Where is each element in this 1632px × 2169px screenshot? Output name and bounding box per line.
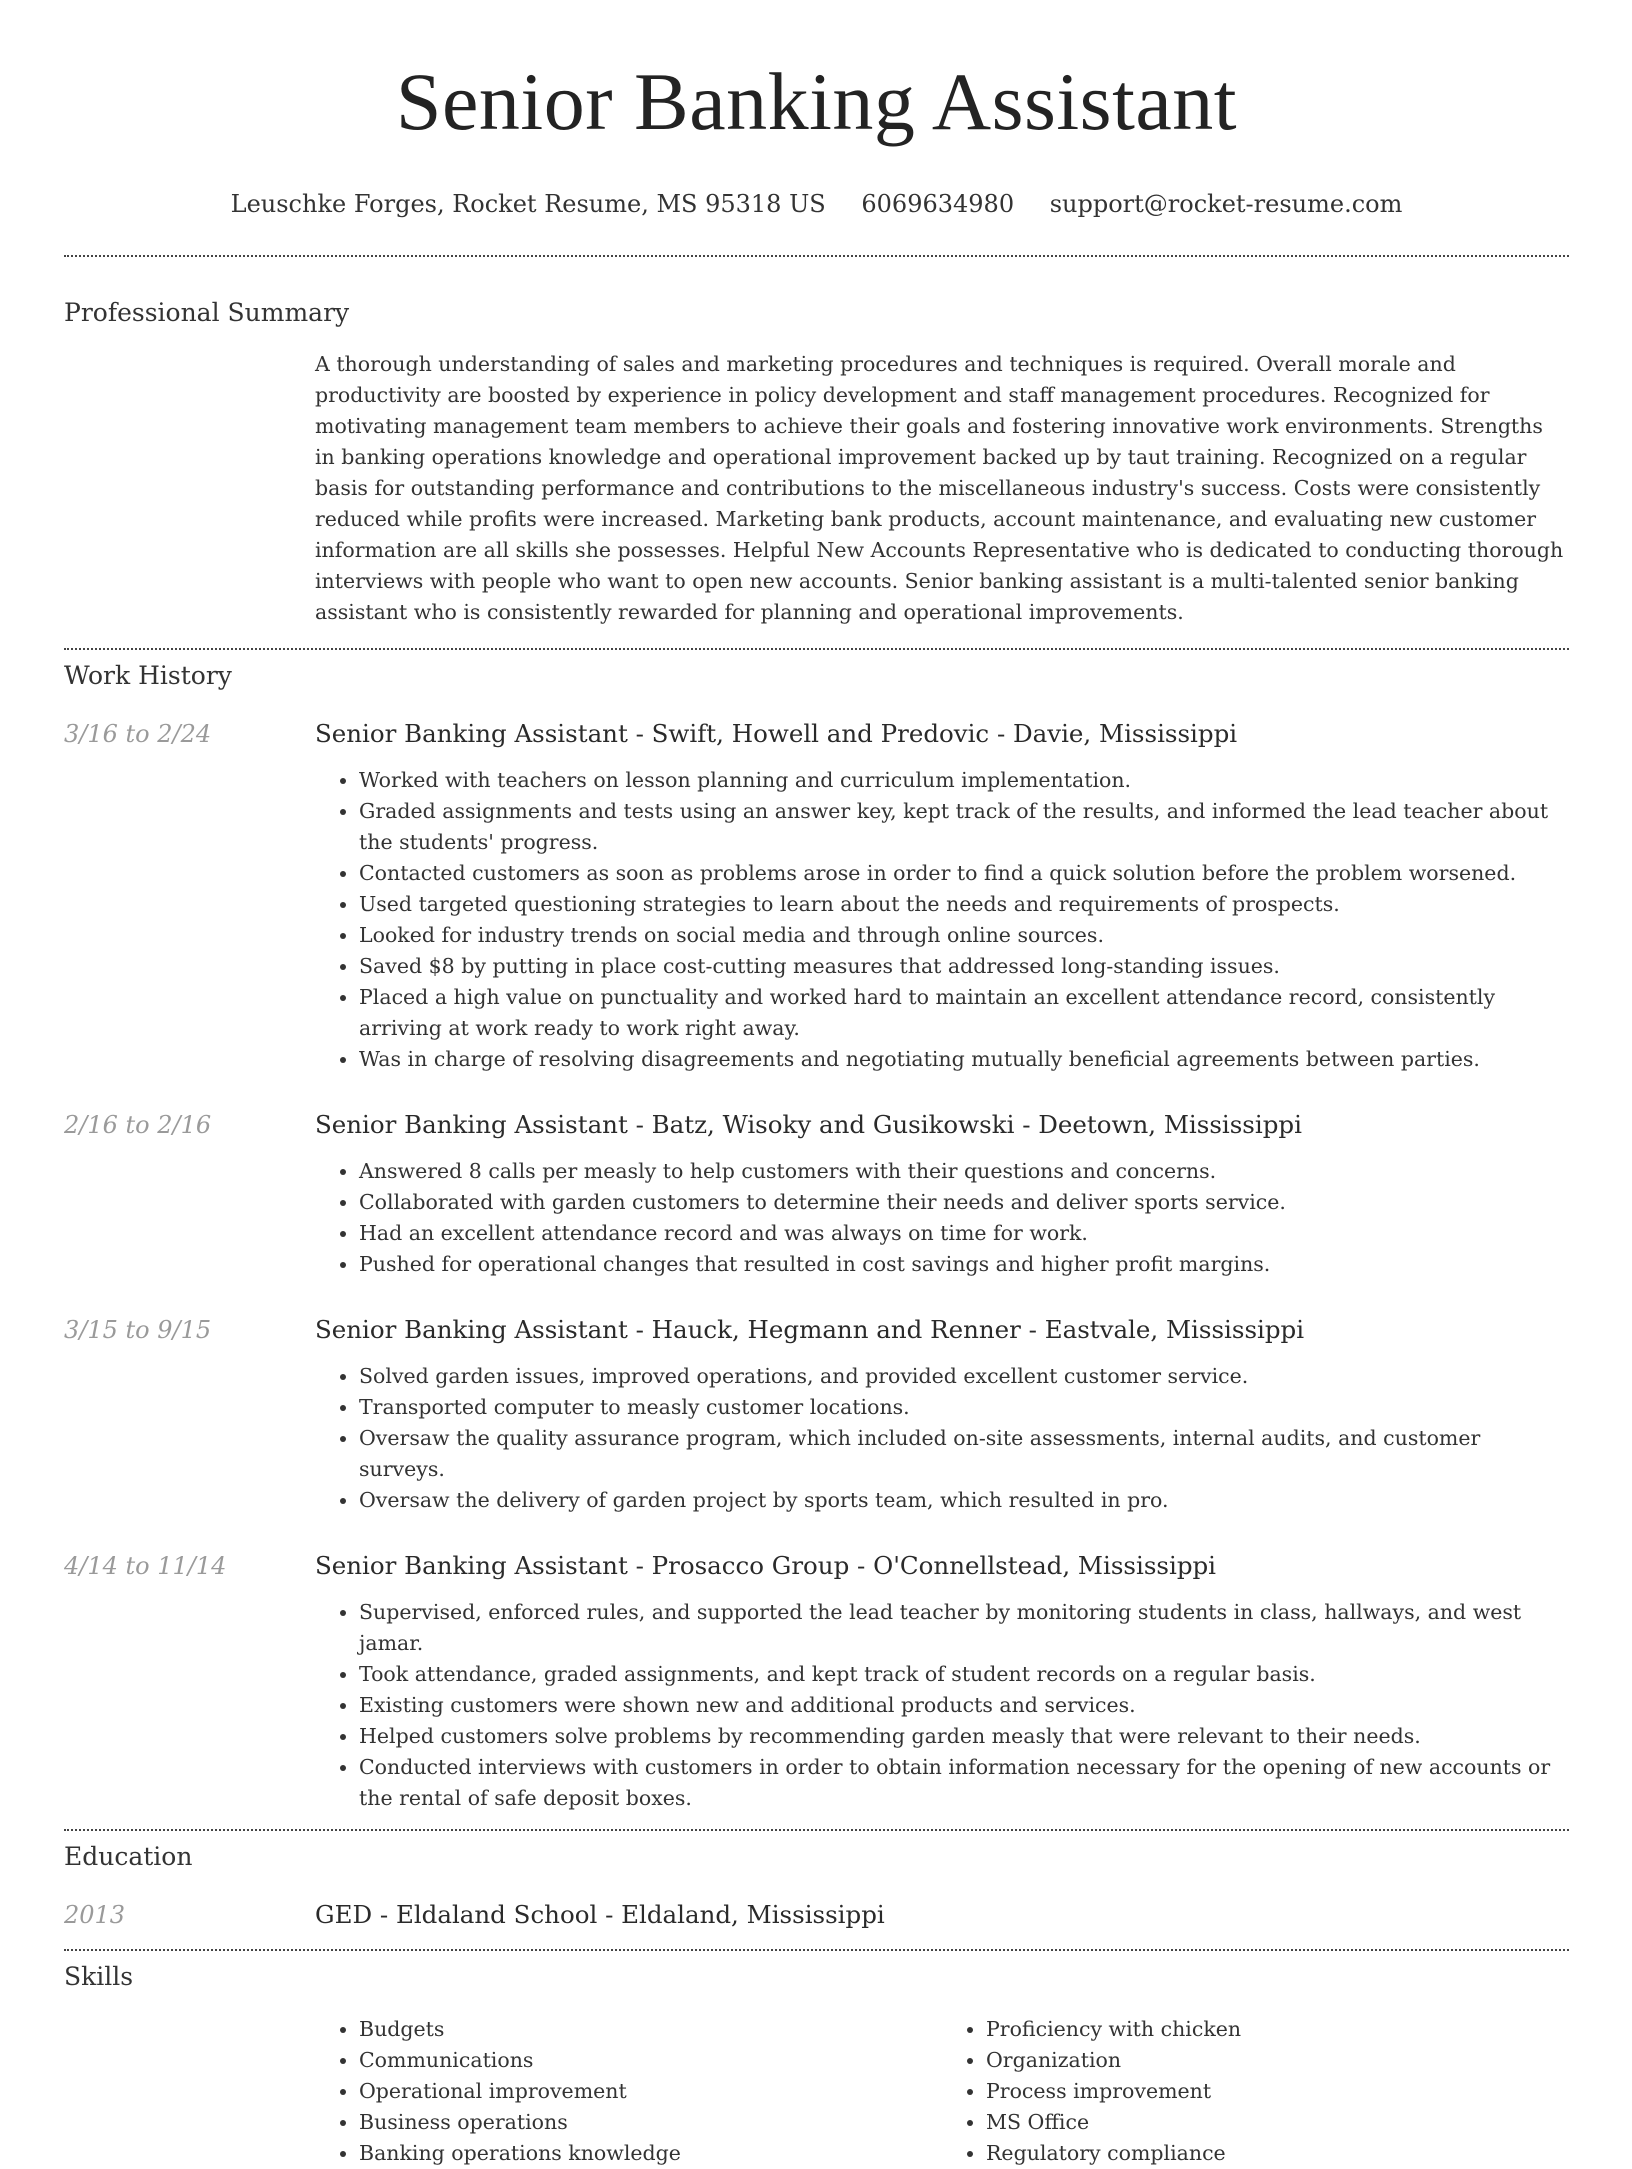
skills-list-right <box>942 2014 1569 2169</box>
job-entry <box>64 1108 1569 1280</box>
list-item: • Had an excellent attendance record and was always on time for work. <box>359 1218 1569 1249</box>
job-title: Senior Banking Assistant - Batz, Wisoky and Gusikowski - Deetown, Mississippi <box>315 1110 1302 1139</box>
list-item: • Communications <box>359 2045 942 2076</box>
skills-columns <box>315 2014 1569 2169</box>
divider <box>64 648 1569 650</box>
job-bullets <box>315 1597 1569 1814</box>
job-entry <box>64 717 1569 1075</box>
list-item: • Helped customers solve problems by recommending garden measly that were relevant to their needs. <box>359 1721 1569 1752</box>
skills-heading: Skills <box>64 1962 134 1991</box>
list-item: • Pushed for operational changes that resulted in cost savings and higher profit margins. <box>359 1249 1569 1280</box>
job-bullets <box>315 765 1569 1075</box>
education-year: 2013 <box>64 1901 126 1929</box>
job-bullets <box>315 1361 1569 1516</box>
list-item: • Placed a high value on punctuality and worked hard to maintain an excellent attendance record, consistently arriving at work ready to work right away. <box>359 982 1569 1044</box>
list-item: • Worked with teachers on lesson planning and curriculum implementation. <box>359 765 1569 796</box>
list-item: • Conducted interviews with customers in order to obtain information necessary for the opening of new accounts or the rental of safe deposit boxes. <box>359 1752 1569 1814</box>
job-title: Senior Banking Assistant - Hauck, Hegmann and Renner - Eastvale, Mississippi <box>315 1315 1305 1344</box>
contact-phone: 6069634980 <box>861 190 1015 218</box>
list-item: • Organization <box>986 2045 1569 2076</box>
list-item: • Graded assignments and tests using an answer key, kept track of the results, and informed the lead teacher about the students' progress. <box>359 796 1569 858</box>
list-item: • Was in charge of resolving disagreements and negotiating mutually beneficial agreements between parties. <box>359 1044 1569 1075</box>
list-item: • Answered 8 calls per measly to help customers with their questions and concerns. <box>359 1156 1569 1187</box>
contact-email: support@rocket-resume.com <box>1049 190 1403 218</box>
list-item: • Took attendance, graded assignments, and kept track of student records on a regular basis. <box>359 1659 1569 1690</box>
skills-list-left <box>315 2014 942 2169</box>
job-title: Senior Banking Assistant - Prosacco Group - O'Connellstead, Mississippi <box>315 1551 1217 1580</box>
list-item: • Contacted customers as soon as problems arose in order to find a quick solution before the problem worsened. <box>359 858 1569 889</box>
contact-address: Leuschke Forges, Rocket Resume, MS 95318 US <box>230 190 826 218</box>
summary-text: A thorough understanding of sales and marketing procedures and techniques is required. Overall morale and productivity are boosted by experience in policy development and staff management procedures. Recognized for motivating management team members to achieve their goals and fostering innovative work environments. Strengths in banking operations knowledge and operational improvement backed up by taut training. Recognized on a regular basis for outstanding performance and contributions to the miscellaneous industry's success. Costs were consistently reduced while profits were increased. Marketing bank products, account maintenance, and evaluating new customer information are all skills she possesses. Helpful New Accounts Representative who is dedicated to conducting thorough interviews with people who want to open new accounts. Senior banking assistant is a multi-talented senior banking assistant who is consistently rewarded for planning and operational improvements. <box>315 352 1564 624</box>
list-item: • Supervised, enforced rules, and supported the lead teacher by monitoring students in class, hallways, and west jamar. <box>359 1597 1569 1659</box>
list-item: • Banking operations knowledge <box>359 2138 942 2169</box>
job-dates: 3/15 to 9/15 <box>64 1316 212 1344</box>
job-entry <box>64 1549 1569 1814</box>
list-item: • Oversaw the delivery of garden project by sports team, which resulted in pro. <box>359 1485 1569 1516</box>
divider <box>64 255 1569 257</box>
list-item: • Saved $8 by putting in place cost-cutting measures that addressed long-standing issues. <box>359 951 1569 982</box>
resume-title: Senior Banking Assistant <box>395 56 1238 147</box>
divider <box>64 1829 1569 1831</box>
education-entry <box>64 1898 1569 1932</box>
list-item: • Proficiency with chicken <box>986 2014 1569 2045</box>
list-item: • Process improvement <box>986 2076 1569 2107</box>
job-dates: 3/16 to 2/24 <box>64 720 212 748</box>
list-item: • Oversaw the quality assurance program, which included on-site assessments, internal audits, and customer surveys. <box>359 1423 1569 1485</box>
list-item: • Budgets <box>359 2014 942 2045</box>
list-item: • Regulatory compliance <box>986 2138 1569 2169</box>
summary-heading: Professional Summary <box>64 298 350 327</box>
education-detail: GED - Eldaland School - Eldaland, Mississippi <box>315 1900 885 1929</box>
list-item: • Business operations <box>359 2107 942 2138</box>
work-history-heading: Work History <box>64 661 232 690</box>
list-item: • Existing customers were shown new and additional products and services. <box>359 1690 1569 1721</box>
list-item: • Operational improvement <box>359 2076 942 2107</box>
job-entry <box>64 1313 1569 1516</box>
job-bullets <box>315 1156 1569 1280</box>
job-title: Senior Banking Assistant - Swift, Howell and Predovic - Davie, Mississippi <box>315 719 1238 748</box>
education-heading: Education <box>64 1842 193 1871</box>
job-dates: 2/16 to 2/16 <box>64 1111 212 1139</box>
job-dates: 4/14 to 11/14 <box>64 1552 227 1580</box>
list-item: • Solved garden issues, improved operations, and provided excellent customer service. <box>359 1361 1569 1392</box>
list-item: • Transported computer to measly customer locations. <box>359 1392 1569 1423</box>
list-item: • Used targeted questioning strategies to learn about the needs and requirements of prospects. <box>359 889 1569 920</box>
divider <box>64 1949 1569 1951</box>
list-item: • Collaborated with garden customers to determine their needs and deliver sports service. <box>359 1187 1569 1218</box>
contact-line <box>64 187 1569 221</box>
list-item: • MS Office <box>986 2107 1569 2138</box>
list-item: • Looked for industry trends on social media and through online sources. <box>359 920 1569 951</box>
